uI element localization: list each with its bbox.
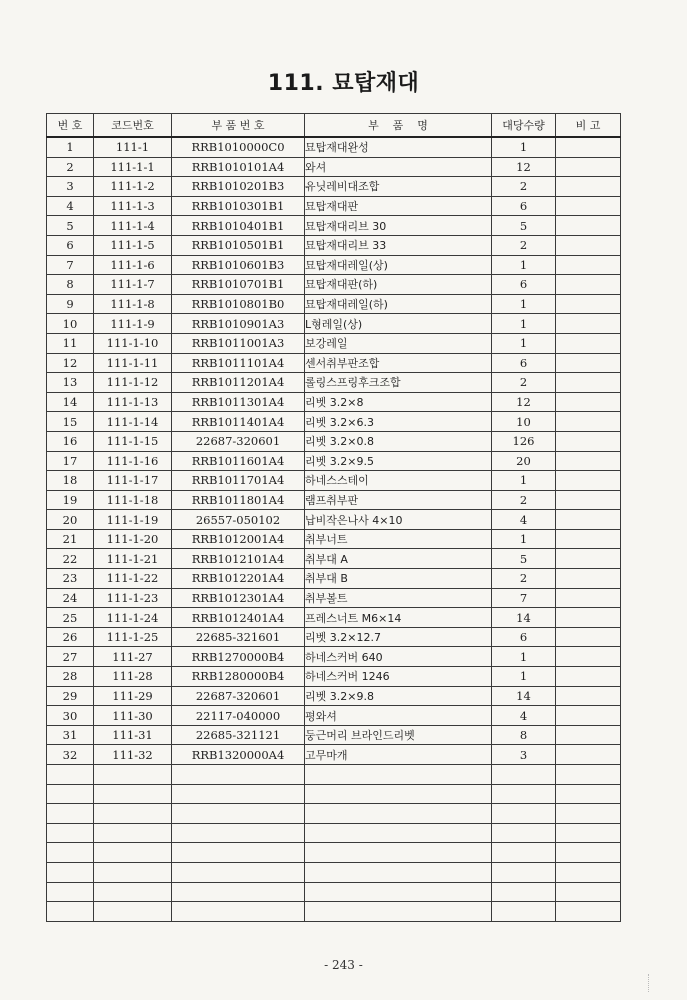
cell-no: 29 — [47, 686, 94, 706]
cell-note — [556, 471, 621, 491]
cell-no: 22 — [47, 549, 94, 569]
cell-no: 23 — [47, 569, 94, 589]
table-row — [47, 588, 621, 608]
cell-code: 111-1-13 — [94, 392, 172, 412]
cell-no: 8 — [47, 275, 94, 295]
cell-part-number: RRB1012001A4 — [172, 529, 305, 549]
cell-no — [47, 784, 94, 804]
table-row — [47, 275, 621, 295]
table-row — [47, 706, 621, 726]
cell-part-name: 하네스커버 640 — [305, 647, 492, 667]
cell-code: 111-1-19 — [94, 510, 172, 530]
cell-no: 10 — [47, 314, 94, 334]
cell-code: 111-1-16 — [94, 451, 172, 471]
cell-note — [556, 255, 621, 275]
empty-table-row — [47, 843, 621, 863]
cell-code: 111-1-22 — [94, 569, 172, 589]
cell-note — [556, 745, 621, 765]
cell-part-name — [305, 882, 492, 902]
cell-no: 31 — [47, 725, 94, 745]
cell-note — [556, 823, 621, 843]
cell-code — [94, 902, 172, 922]
empty-table-row — [47, 823, 621, 843]
cell-part-number: RRB1012101A4 — [172, 549, 305, 569]
cell-quantity: 14 — [492, 608, 556, 628]
table-row — [47, 490, 621, 510]
cell-note — [556, 235, 621, 255]
table-row — [47, 431, 621, 451]
cell-part-number: RRB1010201B3 — [172, 177, 305, 197]
cell-part-name: 묘탑재대리브 33 — [305, 235, 492, 255]
cell-code: 111-1-12 — [94, 373, 172, 393]
table-row — [47, 235, 621, 255]
cell-quantity — [492, 823, 556, 843]
cell-part-number: RRB1270000B4 — [172, 647, 305, 667]
cell-part-number — [172, 804, 305, 824]
cell-part-number: RRB1010901A3 — [172, 314, 305, 334]
cell-part-number: RRB1010501B1 — [172, 235, 305, 255]
cell-part-number: RRB1010801B0 — [172, 294, 305, 314]
cell-code: 111-1-14 — [94, 412, 172, 432]
cell-quantity — [492, 784, 556, 804]
cell-part-number: RRB1010601B3 — [172, 255, 305, 275]
cell-note — [556, 373, 621, 393]
table-row — [47, 745, 621, 765]
cell-quantity: 4 — [492, 510, 556, 530]
cell-note — [556, 843, 621, 863]
table-row — [47, 157, 621, 177]
cell-note — [556, 549, 621, 569]
cell-code — [94, 882, 172, 902]
cell-note — [556, 431, 621, 451]
table-row — [47, 569, 621, 589]
cell-part-name — [305, 804, 492, 824]
cell-code: 111-31 — [94, 725, 172, 745]
cell-code: 111-1-9 — [94, 314, 172, 334]
cell-code: 111-1-24 — [94, 608, 172, 628]
table-row — [47, 608, 621, 628]
cell-note — [556, 765, 621, 785]
cell-quantity: 1 — [492, 137, 556, 157]
cell-quantity: 7 — [492, 588, 556, 608]
cell-part-number: RRB1010000C0 — [172, 137, 305, 157]
cell-code — [94, 843, 172, 863]
cell-code: 111-1-5 — [94, 235, 172, 255]
cell-note — [556, 647, 621, 667]
table-row — [47, 471, 621, 491]
cell-part-name: 묘탑재대판 — [305, 196, 492, 216]
header-quantity: 대당수량 — [492, 114, 556, 138]
cell-part-number: 22117-040000 — [172, 706, 305, 726]
cell-note — [556, 627, 621, 647]
table-row — [47, 137, 621, 157]
cell-quantity: 3 — [492, 745, 556, 765]
cell-no — [47, 765, 94, 785]
cell-quantity — [492, 902, 556, 922]
header-part-number: 부 품 번 호 — [172, 114, 305, 138]
header-part-name: 부 품 명 — [305, 114, 492, 138]
cell-no — [47, 804, 94, 824]
cell-code: 111-1 — [94, 137, 172, 157]
empty-table-row — [47, 902, 621, 922]
cell-code: 111-1-18 — [94, 490, 172, 510]
cell-no: 25 — [47, 608, 94, 628]
table-row — [47, 647, 621, 667]
cell-part-number — [172, 882, 305, 902]
cell-code: 111-1-15 — [94, 431, 172, 451]
cell-part-name: 프레스너트 M6×14 — [305, 608, 492, 628]
cell-part-name — [305, 823, 492, 843]
scan-mark — [648, 974, 659, 992]
cell-note — [556, 510, 621, 530]
table-row — [47, 667, 621, 687]
cell-code: 111-1-8 — [94, 294, 172, 314]
cell-part-number: RRB1011601A4 — [172, 451, 305, 471]
cell-quantity: 6 — [492, 196, 556, 216]
cell-code: 111-1-23 — [94, 588, 172, 608]
cell-part-number: 22685-321601 — [172, 627, 305, 647]
cell-part-name: 리벳 3.2×6.3 — [305, 412, 492, 432]
cell-part-name: 취부너트 — [305, 529, 492, 549]
header-note: 비 고 — [556, 114, 621, 138]
cell-code: 111-1-4 — [94, 216, 172, 236]
cell-part-name: L형레일(상) — [305, 314, 492, 334]
cell-no: 32 — [47, 745, 94, 765]
table-row — [47, 686, 621, 706]
cell-note — [556, 608, 621, 628]
cell-quantity: 8 — [492, 725, 556, 745]
empty-table-row — [47, 862, 621, 882]
cell-part-name: 리벳 3.2×9.8 — [305, 686, 492, 706]
cell-quantity: 1 — [492, 471, 556, 491]
cell-quantity: 2 — [492, 490, 556, 510]
cell-part-number — [172, 823, 305, 843]
parts-table — [46, 113, 621, 922]
page-number: - 243 - — [324, 958, 363, 972]
cell-note — [556, 177, 621, 197]
cell-no: 28 — [47, 667, 94, 687]
cell-quantity: 14 — [492, 686, 556, 706]
cell-part-number: RRB1011401A4 — [172, 412, 305, 432]
cell-quantity: 126 — [492, 431, 556, 451]
cell-part-name: 롤링스프링후크조합 — [305, 373, 492, 393]
cell-no: 7 — [47, 255, 94, 275]
cell-no: 1 — [47, 137, 94, 157]
cell-quantity: 1 — [492, 314, 556, 334]
cell-note — [556, 902, 621, 922]
cell-code: 111-1-6 — [94, 255, 172, 275]
cell-part-number: RRB1011201A4 — [172, 373, 305, 393]
cell-part-name: 묘탑재대레일(상) — [305, 255, 492, 275]
cell-no: 27 — [47, 647, 94, 667]
empty-table-row — [47, 804, 621, 824]
cell-part-name: 리벳 3.2×8 — [305, 392, 492, 412]
cell-part-number: RRB1011001A3 — [172, 333, 305, 353]
cell-code: 111-29 — [94, 686, 172, 706]
cell-part-name: 취부볼트 — [305, 588, 492, 608]
cell-part-number: 22685-321121 — [172, 725, 305, 745]
cell-code: 111-1-11 — [94, 353, 172, 373]
cell-note — [556, 451, 621, 471]
cell-note — [556, 784, 621, 804]
cell-part-number — [172, 862, 305, 882]
cell-note — [556, 686, 621, 706]
cell-quantity — [492, 843, 556, 863]
cell-part-number: RRB1320000A4 — [172, 745, 305, 765]
cell-part-number: RRB1010701B1 — [172, 275, 305, 295]
cell-note — [556, 294, 621, 314]
page-title: 111. 묘탑재대 — [267, 71, 420, 96]
cell-no: 14 — [47, 392, 94, 412]
cell-part-number — [172, 902, 305, 922]
cell-note — [556, 804, 621, 824]
empty-table-row — [47, 784, 621, 804]
cell-no: 18 — [47, 471, 94, 491]
cell-code: 111-1-21 — [94, 549, 172, 569]
cell-part-name — [305, 765, 492, 785]
table-row — [47, 177, 621, 197]
cell-no: 11 — [47, 333, 94, 353]
header-no: 번 호 — [47, 114, 94, 138]
cell-no: 17 — [47, 451, 94, 471]
cell-code: 111-1-3 — [94, 196, 172, 216]
table-row — [47, 549, 621, 569]
cell-code: 111-1-7 — [94, 275, 172, 295]
cell-note — [556, 588, 621, 608]
cell-note — [556, 667, 621, 687]
cell-code: 111-1-25 — [94, 627, 172, 647]
cell-quantity: 1 — [492, 294, 556, 314]
cell-quantity: 1 — [492, 333, 556, 353]
cell-note — [556, 216, 621, 236]
cell-quantity: 2 — [492, 235, 556, 255]
empty-table-row — [47, 882, 621, 902]
cell-no: 9 — [47, 294, 94, 314]
cell-note — [556, 490, 621, 510]
table-row — [47, 412, 621, 432]
cell-no: 30 — [47, 706, 94, 726]
cell-quantity: 5 — [492, 216, 556, 236]
cell-note — [556, 333, 621, 353]
cell-note — [556, 353, 621, 373]
cell-note — [556, 725, 621, 745]
cell-part-name: 묘탑재대레일(하) — [305, 294, 492, 314]
cell-quantity — [492, 882, 556, 902]
cell-part-number: RRB1012201A4 — [172, 569, 305, 589]
cell-part-number: RRB1011801A4 — [172, 490, 305, 510]
cell-part-name — [305, 843, 492, 863]
cell-quantity: 6 — [492, 627, 556, 647]
cell-part-number: 22687-320601 — [172, 686, 305, 706]
cell-note — [556, 137, 621, 157]
cell-note — [556, 706, 621, 726]
cell-part-name: 보강레일 — [305, 333, 492, 353]
cell-part-number: RRB1012401A4 — [172, 608, 305, 628]
cell-part-name: 와셔 — [305, 157, 492, 177]
cell-part-number: RRB1011301A4 — [172, 392, 305, 412]
cell-part-name: 평와셔 — [305, 706, 492, 726]
cell-part-name: 유닛레비대조합 — [305, 177, 492, 197]
cell-part-name: 묘탑재대판(하) — [305, 275, 492, 295]
cell-part-number: 22687-320601 — [172, 431, 305, 451]
cell-part-name: 묘탑재대리브 30 — [305, 216, 492, 236]
cell-no: 21 — [47, 529, 94, 549]
cell-code: 111-1-20 — [94, 529, 172, 549]
cell-no: 16 — [47, 431, 94, 451]
cell-no: 20 — [47, 510, 94, 530]
cell-code: 111-30 — [94, 706, 172, 726]
table-row — [47, 216, 621, 236]
cell-part-number: RRB1011701A4 — [172, 471, 305, 491]
cell-code: 111-32 — [94, 745, 172, 765]
empty-table-row — [47, 765, 621, 785]
cell-no: 19 — [47, 490, 94, 510]
cell-note — [556, 157, 621, 177]
cell-part-number — [172, 843, 305, 863]
cell-note — [556, 862, 621, 882]
cell-code: 111-27 — [94, 647, 172, 667]
cell-no: 3 — [47, 177, 94, 197]
cell-part-number — [172, 765, 305, 785]
cell-quantity: 12 — [492, 157, 556, 177]
cell-part-name: 묘탑재대완성 — [305, 137, 492, 157]
cell-part-number: RRB1012301A4 — [172, 588, 305, 608]
cell-part-name: 둥근머리 브라인드리벳 — [305, 725, 492, 745]
cell-quantity: 2 — [492, 569, 556, 589]
cell-no — [47, 902, 94, 922]
cell-code — [94, 823, 172, 843]
table-row — [47, 392, 621, 412]
cell-quantity: 10 — [492, 412, 556, 432]
cell-quantity: 4 — [492, 706, 556, 726]
cell-part-name: 리벳 3.2×12.7 — [305, 627, 492, 647]
cell-code: 111-1-10 — [94, 333, 172, 353]
cell-quantity: 2 — [492, 177, 556, 197]
table-row — [47, 529, 621, 549]
cell-part-name: 취부대 A — [305, 549, 492, 569]
cell-quantity: 2 — [492, 373, 556, 393]
cell-part-name: 리벳 3.2×9.5 — [305, 451, 492, 471]
cell-part-name — [305, 862, 492, 882]
cell-part-number: RRB1010301B1 — [172, 196, 305, 216]
cell-note — [556, 529, 621, 549]
cell-no: 12 — [47, 353, 94, 373]
cell-part-name — [305, 902, 492, 922]
cell-code: 111-1-2 — [94, 177, 172, 197]
cell-part-name: 납비작은나사 4×10 — [305, 510, 492, 530]
table-row — [47, 196, 621, 216]
cell-no: 2 — [47, 157, 94, 177]
cell-no: 6 — [47, 235, 94, 255]
cell-no — [47, 862, 94, 882]
table-row — [47, 725, 621, 745]
cell-quantity: 6 — [492, 353, 556, 373]
cell-note — [556, 314, 621, 334]
cell-part-name: 고무마개 — [305, 745, 492, 765]
cell-note — [556, 882, 621, 902]
cell-quantity — [492, 765, 556, 785]
cell-quantity: 20 — [492, 451, 556, 471]
cell-no: 5 — [47, 216, 94, 236]
cell-part-name: 하네스스테이 — [305, 471, 492, 491]
table-row — [47, 353, 621, 373]
cell-no: 26 — [47, 627, 94, 647]
cell-code: 111-28 — [94, 667, 172, 687]
cell-part-name: 램프취부판 — [305, 490, 492, 510]
table-row — [47, 314, 621, 334]
cell-code: 111-1-1 — [94, 157, 172, 177]
table-row — [47, 451, 621, 471]
cell-quantity: 5 — [492, 549, 556, 569]
cell-note — [556, 196, 621, 216]
cell-note — [556, 412, 621, 432]
table-row — [47, 627, 621, 647]
cell-part-name — [305, 784, 492, 804]
table-row — [47, 373, 621, 393]
cell-note — [556, 569, 621, 589]
cell-part-name: 취부대 B — [305, 569, 492, 589]
cell-code — [94, 862, 172, 882]
cell-no: 4 — [47, 196, 94, 216]
table-row — [47, 294, 621, 314]
cell-part-number — [172, 784, 305, 804]
cell-part-number: RRB1280000B4 — [172, 667, 305, 687]
cell-no — [47, 823, 94, 843]
cell-note — [556, 392, 621, 412]
cell-part-number: 26557-050102 — [172, 510, 305, 530]
cell-code — [94, 804, 172, 824]
cell-quantity: 1 — [492, 647, 556, 667]
table-row — [47, 255, 621, 275]
cell-quantity: 1 — [492, 529, 556, 549]
cell-no: 13 — [47, 373, 94, 393]
cell-part-number: RRB1011101A4 — [172, 353, 305, 373]
cell-code — [94, 765, 172, 785]
table-row — [47, 510, 621, 530]
cell-part-name: 리벳 3.2×0.8 — [305, 431, 492, 451]
cell-code — [94, 784, 172, 804]
cell-quantity: 1 — [492, 667, 556, 687]
cell-no — [47, 843, 94, 863]
table-header-row — [47, 114, 621, 138]
cell-code: 111-1-17 — [94, 471, 172, 491]
cell-quantity: 1 — [492, 255, 556, 275]
cell-part-number: RRB1010101A4 — [172, 157, 305, 177]
cell-part-number: RRB1010401B1 — [172, 216, 305, 236]
header-code: 코드번호 — [94, 114, 172, 138]
cell-quantity: 6 — [492, 275, 556, 295]
cell-part-name: 센서취부판조합 — [305, 353, 492, 373]
cell-note — [556, 275, 621, 295]
cell-quantity — [492, 862, 556, 882]
cell-no: 24 — [47, 588, 94, 608]
cell-no: 15 — [47, 412, 94, 432]
table-row — [47, 333, 621, 353]
cell-quantity — [492, 804, 556, 824]
cell-quantity: 12 — [492, 392, 556, 412]
cell-part-name: 하네스커버 1246 — [305, 667, 492, 687]
cell-no — [47, 882, 94, 902]
